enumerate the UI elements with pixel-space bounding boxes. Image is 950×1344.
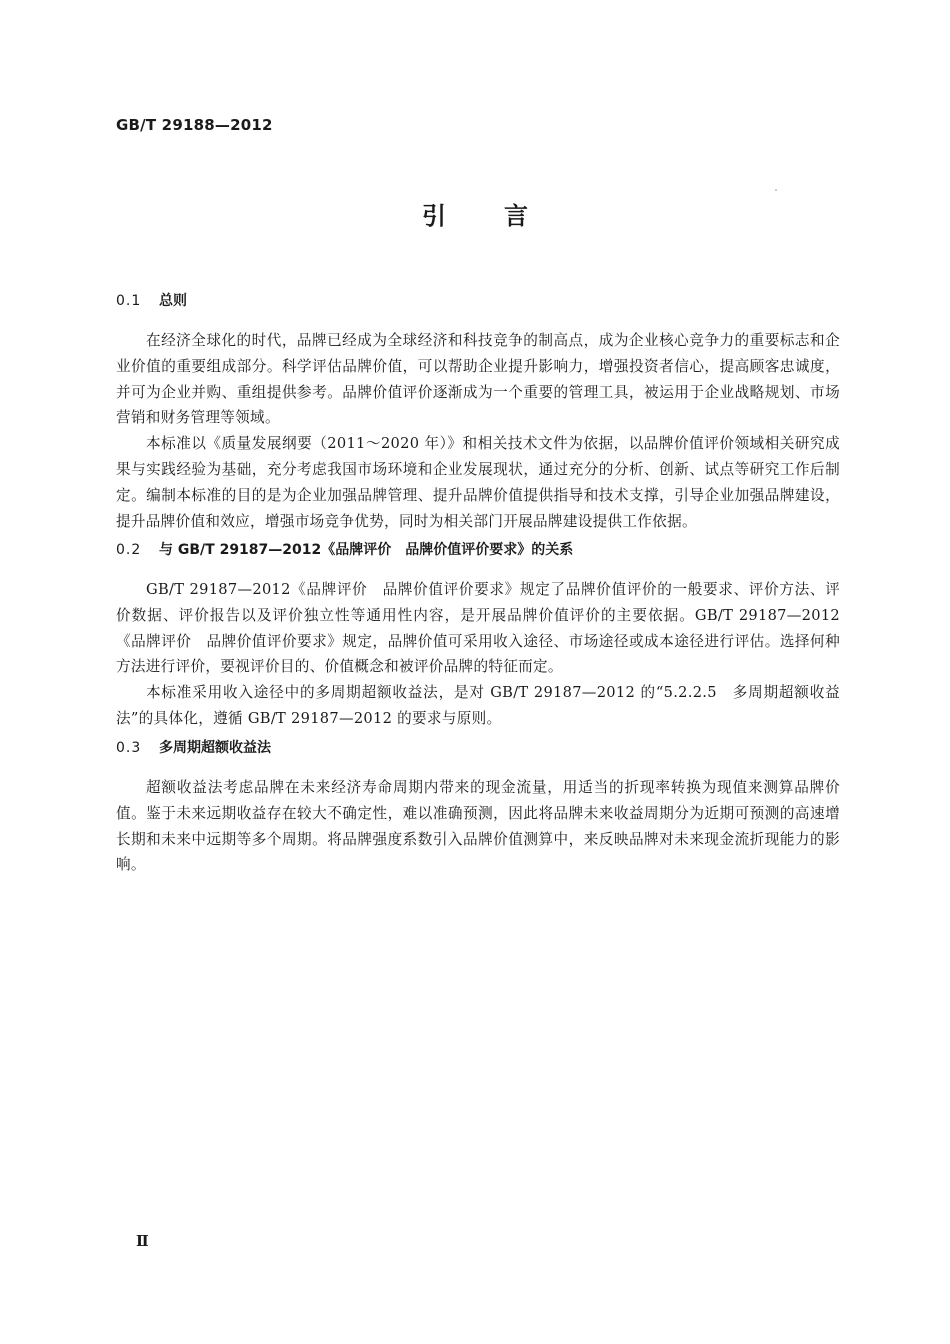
paragraph: 本标准采用收入途径中的多周期超额收益法，是对 GB/T 29187—2012 的“5.2.2.5 多周期超额收益法”的具体化，遵循 GB/T 29187—2012 的要求与原则。 xyxy=(116,684,840,727)
section-title: 总则 xyxy=(159,293,187,309)
page-title: 引言 xyxy=(422,202,586,230)
section-0-2 xyxy=(116,538,840,732)
paragraph: 在经济全球化的时代，品牌已经成为全球经济和科技竞争的制高点，成为企业核心竞争力的重要标志和企业价值的重要组成部分。科学评估品牌价值，可以帮助企业提升影响力，增强投资者信心，提高顾客忠诚度，并可为企业并购、重组提供参考。品牌价值评价逐渐成为一个重要的管理工具，被运用于企业战略规划、市场营销和财务管理等领域。 xyxy=(116,332,840,427)
section-0-1 xyxy=(116,289,840,534)
section-title: 多周期超额收益法 xyxy=(159,740,271,756)
section-heading xyxy=(116,736,840,760)
section-heading xyxy=(116,289,840,313)
page-number: Ⅱ xyxy=(136,1232,149,1250)
scan-speck xyxy=(775,189,777,191)
section-heading xyxy=(116,538,840,562)
section-title: 与 GB/T 29187—2012《品牌评价 品牌价值评价要求》的关系 xyxy=(159,542,574,558)
standard-number: GB/T 29188—2012 xyxy=(116,116,273,134)
spacer xyxy=(116,562,840,577)
section-0-3 xyxy=(116,736,840,878)
paragraph: 本标准以《质量发展纲要（2011～2020 年）》和相关技术文件为依据，以品牌价值评价领域相关研究成果与实践经验为基础，充分考虑我国市场环境和企业发展现状，通过充分的分析、创新、试点等研究工作后制定。编制本标准的目的是为企业加强品牌管理、提升品牌价值提供指导和技术支撑，引导企业加强品牌建设，提升品牌价值和效应，增强市场竞争优势，同时为相关部门开展品牌建设提供工作依据。 xyxy=(116,435,840,530)
spacer xyxy=(116,760,840,775)
section-number: 0.2 xyxy=(116,542,142,558)
paragraph: 超额收益法考虑品牌在未来经济寿命周期内带来的现金流量，用适当的折现率转换为现值来测算品牌价值。鉴于未来远期收益存在较大不确定性，难以准确预测，因此将品牌未来收益周期分为近期可预测的高速增长期和未来中远期等多个周期。将品牌强度系数引入品牌价值测算中，来反映品牌对未来现金流折现能力的影响。 xyxy=(116,779,840,874)
paragraph: GB/T 29187—2012《品牌评价 品牌价值评价要求》规定了品牌价值评价的一般要求、评价方法、评价数据、评价报告以及评价独立性等通用性内容，是开展品牌价值评价的主要依据。GB/T 29187—2012《品牌评价 品牌价值评价要求》规定，品牌价值可采用收入途径、市场途径或成本途径进行评估。选择何种方法进行评价，要视评价目的、价值概念和被评价品牌的特征而定。 xyxy=(116,581,840,676)
spacer xyxy=(116,313,840,328)
section-number: 0.3 xyxy=(116,740,142,756)
section-number: 0.1 xyxy=(116,293,142,309)
